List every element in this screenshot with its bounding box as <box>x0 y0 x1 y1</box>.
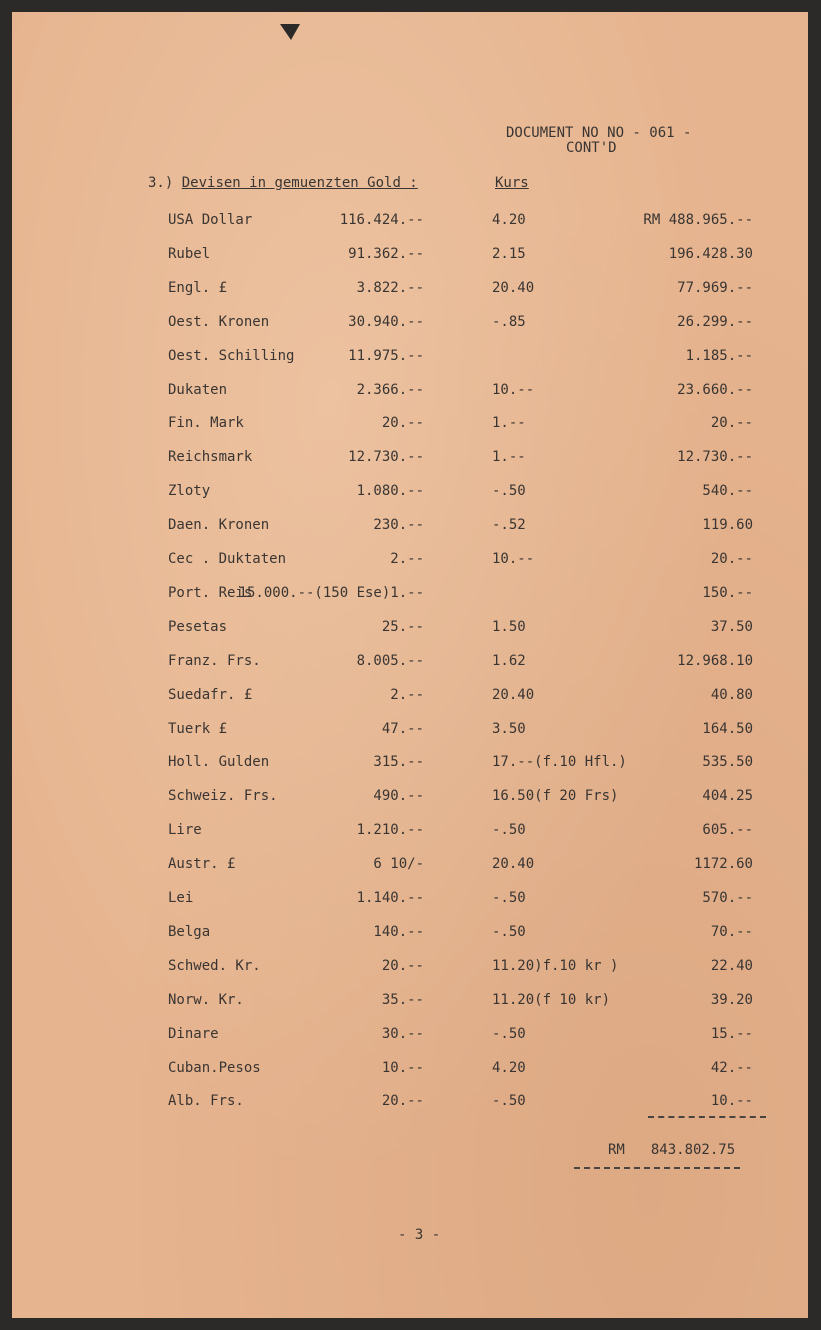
currency-name: Engl. £ <box>168 280 228 296</box>
currency-amount: 30.-- <box>381 1026 424 1042</box>
currency-amount: 6 10/- <box>373 856 424 872</box>
table-row <box>12 449 808 469</box>
currency-amount: 1.080.-- <box>356 483 424 499</box>
exchange-rate: -.50 <box>492 822 526 838</box>
table-row <box>12 246 808 266</box>
continued-label: CONT'D <box>566 140 617 156</box>
exchange-rate: 10.-- <box>492 382 535 398</box>
currency-amount: 2.-- <box>390 687 424 703</box>
currency-amount: 230.-- <box>373 517 424 533</box>
exchange-rate: 20.40 <box>492 856 535 872</box>
rm-value: 39.20 <box>710 992 753 1008</box>
currency-amount: 10.-- <box>381 1060 424 1076</box>
currency-name: Pesetas <box>168 619 228 635</box>
currency-name: Lire <box>168 822 202 838</box>
rm-value: 119.60 <box>702 517 753 533</box>
table-row <box>12 721 808 741</box>
rm-value: 40.80 <box>710 687 753 703</box>
rm-value: 164.50 <box>702 721 753 737</box>
currency-name: Dinare <box>168 1026 219 1042</box>
table-row <box>12 890 808 910</box>
total-value: 843.802.75 <box>650 1142 736 1158</box>
rm-value: 10.-- <box>710 1093 753 1109</box>
currency-name: Austr. £ <box>168 856 236 872</box>
exchange-rate: 20.40 <box>492 280 535 296</box>
rate-column-heading: Kurs <box>495 175 529 191</box>
currency-amount: 315.-- <box>373 754 424 770</box>
exchange-rate: 17.--(f.10 Hfl.) <box>492 754 627 770</box>
currency-amount: 25.-- <box>381 619 424 635</box>
rm-value: 15.-- <box>710 1026 753 1042</box>
currency-amount: 12.730.-- <box>348 449 424 465</box>
rm-value: 20.-- <box>710 551 753 567</box>
table-row <box>12 992 808 1012</box>
rm-value: 570.-- <box>702 890 753 906</box>
page-number: - 3 - <box>398 1227 441 1243</box>
exchange-rate: 1.-- <box>492 415 526 431</box>
currency-name: Schwed. Kr. <box>168 958 261 974</box>
rm-value: 70.-- <box>710 924 753 940</box>
table-row <box>12 212 808 232</box>
exchange-rate: 4.20 <box>492 212 526 228</box>
rm-value: 37.50 <box>710 619 753 635</box>
currency-name: Franz. Frs. <box>168 653 261 669</box>
currency-name: Belga <box>168 924 211 940</box>
rm-value: 196.428.30 <box>668 246 753 262</box>
exchange-rate: -.50 <box>492 1093 526 1109</box>
currency-amount: 116.424.-- <box>339 212 424 228</box>
document-page <box>12 12 808 1318</box>
table-row <box>12 619 808 639</box>
table-row <box>12 1026 808 1046</box>
rm-value: 1.185.-- <box>685 348 753 364</box>
currency-amount: 15.000.--(150 Ese)1.-- <box>238 585 424 601</box>
total-label: RM <box>608 1142 625 1158</box>
exchange-rate: -.85 <box>492 314 526 330</box>
rm-value: 150.-- <box>702 585 753 601</box>
currency-name: USA Dollar <box>168 212 253 228</box>
currency-amount: 35.-- <box>381 992 424 1008</box>
currency-amount: 1.210.-- <box>356 822 424 838</box>
subtotal-rule <box>648 1116 766 1118</box>
currency-amount: 490.-- <box>373 788 424 804</box>
total-rule <box>574 1167 740 1169</box>
section-title: Devisen in gemuenzten Gold : <box>181 175 418 191</box>
table-row <box>12 1093 808 1113</box>
table-row <box>12 924 808 944</box>
currency-amount: 2.366.-- <box>356 382 424 398</box>
currency-name: Rubel <box>168 246 211 262</box>
table-row <box>12 348 808 368</box>
document-header <box>506 126 691 156</box>
currency-amount: 140.-- <box>373 924 424 940</box>
rm-value: 404.25 <box>702 788 753 804</box>
currency-amount: 91.362.-- <box>348 246 424 262</box>
rm-value: 42.-- <box>710 1060 753 1076</box>
currency-name: Alb. Frs. <box>168 1093 244 1109</box>
currency-amount: 20.-- <box>381 1093 424 1109</box>
currency-amount: 1.140.-- <box>356 890 424 906</box>
currency-name: Dukaten <box>168 382 228 398</box>
currency-name: Tuerk £ <box>168 721 228 737</box>
table-row <box>12 788 808 808</box>
table-row <box>12 382 808 402</box>
rm-value: 22.40 <box>710 958 753 974</box>
table-row <box>12 856 808 876</box>
exchange-rate: 16.50(f 20 Frs) <box>492 788 619 804</box>
exchange-rate: 4.20 <box>492 1060 526 1076</box>
rm-value: 23.660.-- <box>677 382 753 398</box>
table-row <box>12 653 808 673</box>
exchange-rate: 20.40 <box>492 687 535 703</box>
rm-value: 605.-- <box>702 822 753 838</box>
table-row <box>12 754 808 774</box>
currency-name: Oest. Schilling <box>168 348 295 364</box>
rm-value: 20.-- <box>710 415 753 431</box>
currency-name: Lei <box>168 890 194 906</box>
exchange-rate: 11.20)f.10 kr ) <box>492 958 619 974</box>
currency-amount: 30.940.-- <box>348 314 424 330</box>
exchange-rate: -.52 <box>492 517 526 533</box>
exchange-rate: 1.50 <box>492 619 526 635</box>
rm-value: 26.299.-- <box>677 314 753 330</box>
exchange-rate: -.50 <box>492 483 526 499</box>
table-row <box>12 822 808 842</box>
currency-amount: 2.-- <box>390 551 424 567</box>
currency-amount: 20.-- <box>381 958 424 974</box>
rm-value: 12.730.-- <box>677 449 753 465</box>
currency-name: Cec . Duktaten <box>168 551 287 567</box>
table-row <box>12 314 808 334</box>
rm-value: 535.50 <box>702 754 753 770</box>
currency-name: Schweiz. Frs. <box>168 788 278 804</box>
table-row <box>12 483 808 503</box>
currency-name: Suedafr. £ <box>168 687 253 703</box>
rm-value: 540.-- <box>702 483 753 499</box>
exchange-rate: -.50 <box>492 890 526 906</box>
currency-amount: 8.005.-- <box>356 653 424 669</box>
currency-name: Zloty <box>168 483 211 499</box>
exchange-rate: 1.-- <box>492 449 526 465</box>
staple-mark <box>280 24 300 40</box>
currency-name: Cuban.Pesos <box>168 1060 261 1076</box>
table-row <box>12 280 808 300</box>
rm-value: 12.968.10 <box>677 653 753 669</box>
currency-name: Oest. Kronen <box>168 314 270 330</box>
table-row <box>12 687 808 707</box>
rm-value: RM 488.965.-- <box>643 212 753 228</box>
exchange-rate: 2.15 <box>492 246 526 262</box>
grand-total <box>608 1142 735 1158</box>
currency-amount: 3.822.-- <box>356 280 424 296</box>
exchange-rate: -.50 <box>492 1026 526 1042</box>
exchange-rate: 1.62 <box>492 653 526 669</box>
rm-value: 77.969.-- <box>677 280 753 296</box>
currency-name: Norw. Kr. <box>168 992 244 1008</box>
exchange-rate: 3.50 <box>492 721 526 737</box>
currency-amount: 20.-- <box>381 415 424 431</box>
exchange-rate: -.50 <box>492 924 526 940</box>
currency-amount: 11.975.-- <box>348 348 424 364</box>
exchange-rate: 10.-- <box>492 551 535 567</box>
table-row <box>12 415 808 435</box>
section-number: 3.) <box>148 175 174 191</box>
table-row <box>12 1060 808 1080</box>
currency-name: Fin. Mark <box>168 415 244 431</box>
table-row <box>12 551 808 571</box>
document-number: DOCUMENT NO NO - 061 - <box>506 125 692 141</box>
currency-amount: 47.-- <box>381 721 424 737</box>
table-row <box>12 958 808 978</box>
currency-name: Holl. Gulden <box>168 754 270 770</box>
currency-name: Port. Reis <box>168 585 253 601</box>
rm-value: 1172.60 <box>693 856 753 872</box>
currency-name: Reichsmark <box>168 449 253 465</box>
exchange-rate: 11.20(f 10 kr) <box>492 992 611 1008</box>
table-row <box>12 585 808 605</box>
currency-name: Daen. Kronen <box>168 517 270 533</box>
section-heading <box>148 175 418 191</box>
table-row <box>12 517 808 537</box>
